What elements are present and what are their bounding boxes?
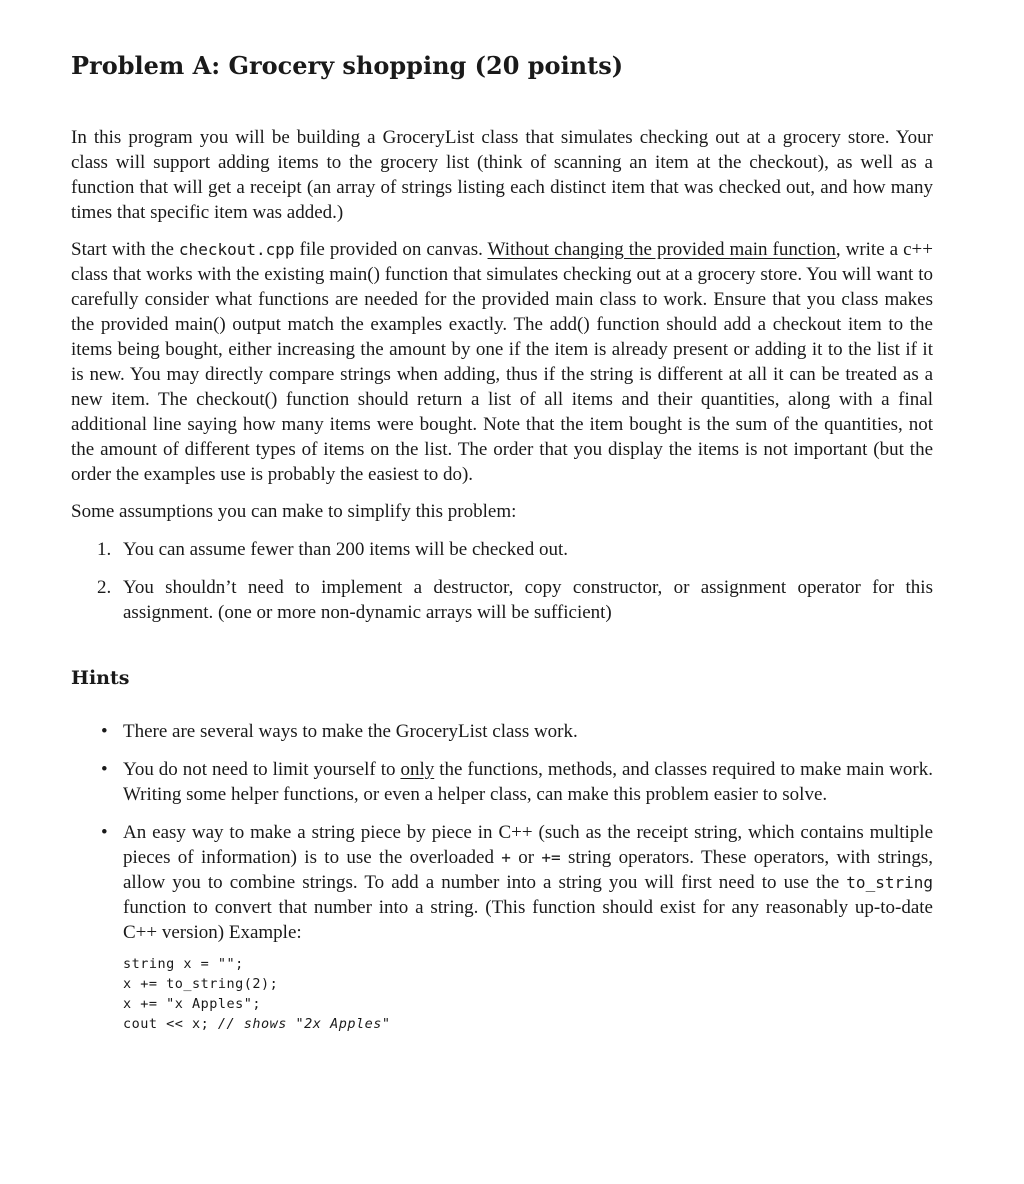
code-text: cout << x; xyxy=(123,1015,218,1032)
hint-item xyxy=(71,820,933,1034)
assumptions-list xyxy=(71,537,933,625)
bullet-icon: • xyxy=(101,758,108,780)
hint-item xyxy=(71,757,933,807)
assumptions-intro: Some assumptions you can make to simplify this problem: xyxy=(71,500,517,522)
instructions-paragraph xyxy=(71,237,933,487)
hint-text: You do not need to limit yourself to xyxy=(123,758,401,780)
assumption-item xyxy=(71,537,933,562)
code-line: string x = ""; xyxy=(123,955,244,972)
code-example xyxy=(123,954,933,1034)
hint-text: or xyxy=(510,846,542,868)
assumption-text: You can assume fewer than 200 items will be checked out. xyxy=(123,538,568,560)
code-line xyxy=(123,1014,933,1034)
file-name: checkout.cpp xyxy=(178,239,295,259)
hint-text: An easy way to make a string piece by piece in C++ (such as the receipt string, which contains multiple pieces of information) is to use the overloaded xyxy=(123,821,933,868)
hint-text: function to convert that number into a string. (This function should exist for any reasonably up-to-date C++ version) Example: xyxy=(123,896,933,943)
problem-title: Problem A: Grocery shopping (20 points) xyxy=(71,51,624,80)
intro-paragraph: In this program you will be building a GroceryList class that simulates checking out at a grocery store. Your class will support adding items to the grocery list (think of scanning an item at the checkout), as well as a function that will get a receipt (an array of strings listing each distinct item that was checked out, and how many times that specific item was added.) xyxy=(71,126,933,223)
operator-plus-equals: += xyxy=(541,847,561,867)
document-page xyxy=(71,52,933,1047)
bullet-icon: • xyxy=(101,821,108,843)
assumption-text: You shouldn’t need to implement a destructor, copy constructor, or assignment operator for this assignment. (one or more non-dynamic arrays will be sufficient) xyxy=(123,576,933,623)
hints-list xyxy=(71,719,933,1034)
code-line: x += to_string(2); xyxy=(123,975,279,992)
hint-item xyxy=(71,719,933,744)
hint-text: string operators. These operators, with strings, allow you to combine strings. To add a number into a string you will first need to use the xyxy=(123,846,934,893)
instructions-mid: file provided on canvas. xyxy=(294,238,488,260)
function-to-string: to_string xyxy=(846,872,933,892)
operator-plus: + xyxy=(501,847,511,867)
underlined-requirement: Without changing the provided main function xyxy=(487,238,836,260)
list-number: 2. xyxy=(97,576,112,598)
code-line: x += "x Apples"; xyxy=(123,995,262,1012)
code-comment: // shows "2x Apples" xyxy=(217,1015,391,1032)
instructions-start: Start with the xyxy=(71,238,179,260)
hint-text: the functions, methods, and classes required to make main work. Writing some helper functions, or even a helper class, can make this problem easier to solve. xyxy=(123,758,933,805)
bullet-icon: • xyxy=(101,720,108,742)
hint-text: There are several ways to make the GroceryList class work. xyxy=(123,720,578,742)
hints-heading: Hints xyxy=(71,666,130,689)
list-number: 1. xyxy=(97,538,112,560)
underlined-word: only xyxy=(400,758,435,780)
instructions-rest: , write a c++ class that works with the existing main() function that simulates checking out at a grocery store. You will want to carefully consider what functions are needed for the provided main class to work. Ensure that you class makes the provided main() output match the examples exactly. The add() function should add a checkout item to the items being bought, either increasing the amount by one if the item is already present or adding it to the list if it is new. You may directly compare strings when adding, thus if the string is different at all it can be treated as a new item. The checkout() function should return a list of all items and their quantities, along with a final additional line saying how many items were bought. Note that the item bought is the sum of the quantities, not the amount of different types of items on the list. The order that you display the items is not important (but the order the examples use is probably the easiest to do). xyxy=(71,238,933,485)
assumption-item xyxy=(71,575,933,625)
